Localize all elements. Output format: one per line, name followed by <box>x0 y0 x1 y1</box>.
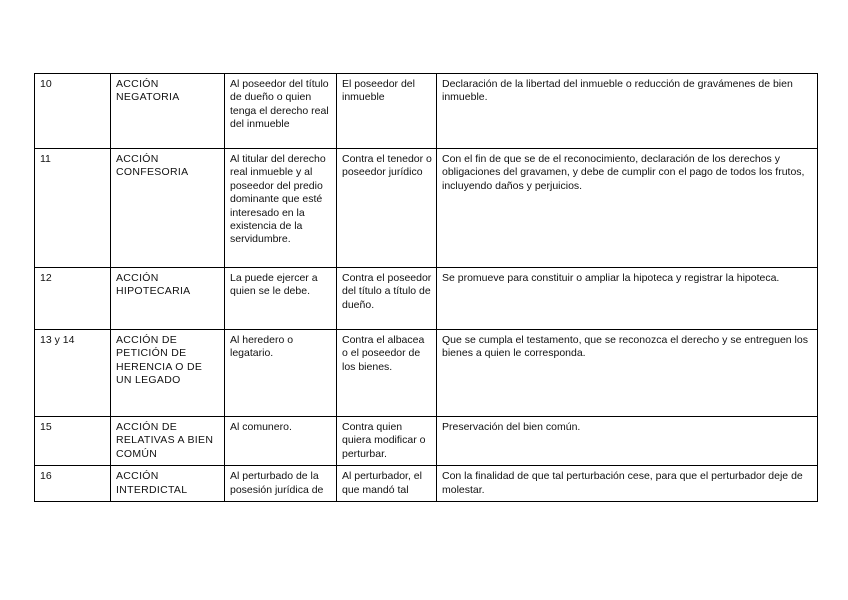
action-name-cell: ACCIÓN NEGATORIA <box>111 74 225 149</box>
table-row <box>35 74 818 149</box>
table-row <box>35 268 818 330</box>
action-name-cell: ACCIÓN CONFESORIA <box>111 149 225 268</box>
holder-cell: Al heredero o legatario. <box>225 330 337 417</box>
action-name-cell: ACCIÓN DE PETICIÓN DE HERENCIA O DE UN LEGADO <box>111 330 225 417</box>
action-name-cell: ACCIÓN DE RELATIVAS A BIEN COMÚN <box>111 417 225 466</box>
table-row <box>35 417 818 466</box>
table-row <box>35 330 818 417</box>
holder-cell: Al poseedor del título de dueño o quien tenga el derecho real del inmueble <box>225 74 337 149</box>
holder-cell: Al titular del derecho real inmueble y al poseedor del predio dominante que esté interesado en la existencia de la servidumbre. <box>225 149 337 268</box>
purpose-cell: Preservación del bien común. <box>437 417 818 466</box>
against-cell: Contra el poseedor del título a título de dueño. <box>337 268 437 330</box>
against-cell: El poseedor del inmueble <box>337 74 437 149</box>
purpose-cell: Con el fin de que se de el reconocimiento, declaración de los derechos y obligaciones del gravamen, y debe de cumplir con el pago de todos los frutos, incluyendo daños y perjuicios. <box>437 149 818 268</box>
against-cell: Contra el albacea o el poseedor de los bienes. <box>337 330 437 417</box>
holder-cell: Al perturbado de la posesión jurídica de <box>225 466 337 502</box>
holder-cell: La puede ejercer a quien se le debe. <box>225 268 337 330</box>
purpose-cell: Declaración de la libertad del inmueble o reducción de gravámenes de bien inmueble. <box>437 74 818 149</box>
table-row <box>35 149 818 268</box>
table-row <box>35 466 818 502</box>
action-name-cell: ACCIÓN INTERDICTAL <box>111 466 225 502</box>
purpose-cell: Con la finalidad de que tal perturbación cese, para que el perturbador deje de molestar. <box>437 466 818 502</box>
against-cell: Contra el tenedor o poseedor jurídico <box>337 149 437 268</box>
action-name-cell: ACCIÓN HIPOTECARIA <box>111 268 225 330</box>
article-number-cell: 16 <box>35 466 111 502</box>
against-cell: Contra quien quiera modificar o perturbar. <box>337 417 437 466</box>
purpose-cell: Se promueve para constituir o ampliar la hipoteca y registrar la hipoteca. <box>437 268 818 330</box>
article-number-cell: 12 <box>35 268 111 330</box>
document-page <box>34 73 818 502</box>
holder-cell: Al comunero. <box>225 417 337 466</box>
against-cell: Al perturbador, el que mandó tal <box>337 466 437 502</box>
actions-table <box>34 73 818 502</box>
article-number-cell: 13 y 14 <box>35 330 111 417</box>
article-number-cell: 11 <box>35 149 111 268</box>
article-number-cell: 10 <box>35 74 111 149</box>
purpose-cell: Que se cumpla el testamento, que se reconozca el derecho y se entreguen los bienes a quien le corresponda. <box>437 330 818 417</box>
article-number-cell: 15 <box>35 417 111 466</box>
